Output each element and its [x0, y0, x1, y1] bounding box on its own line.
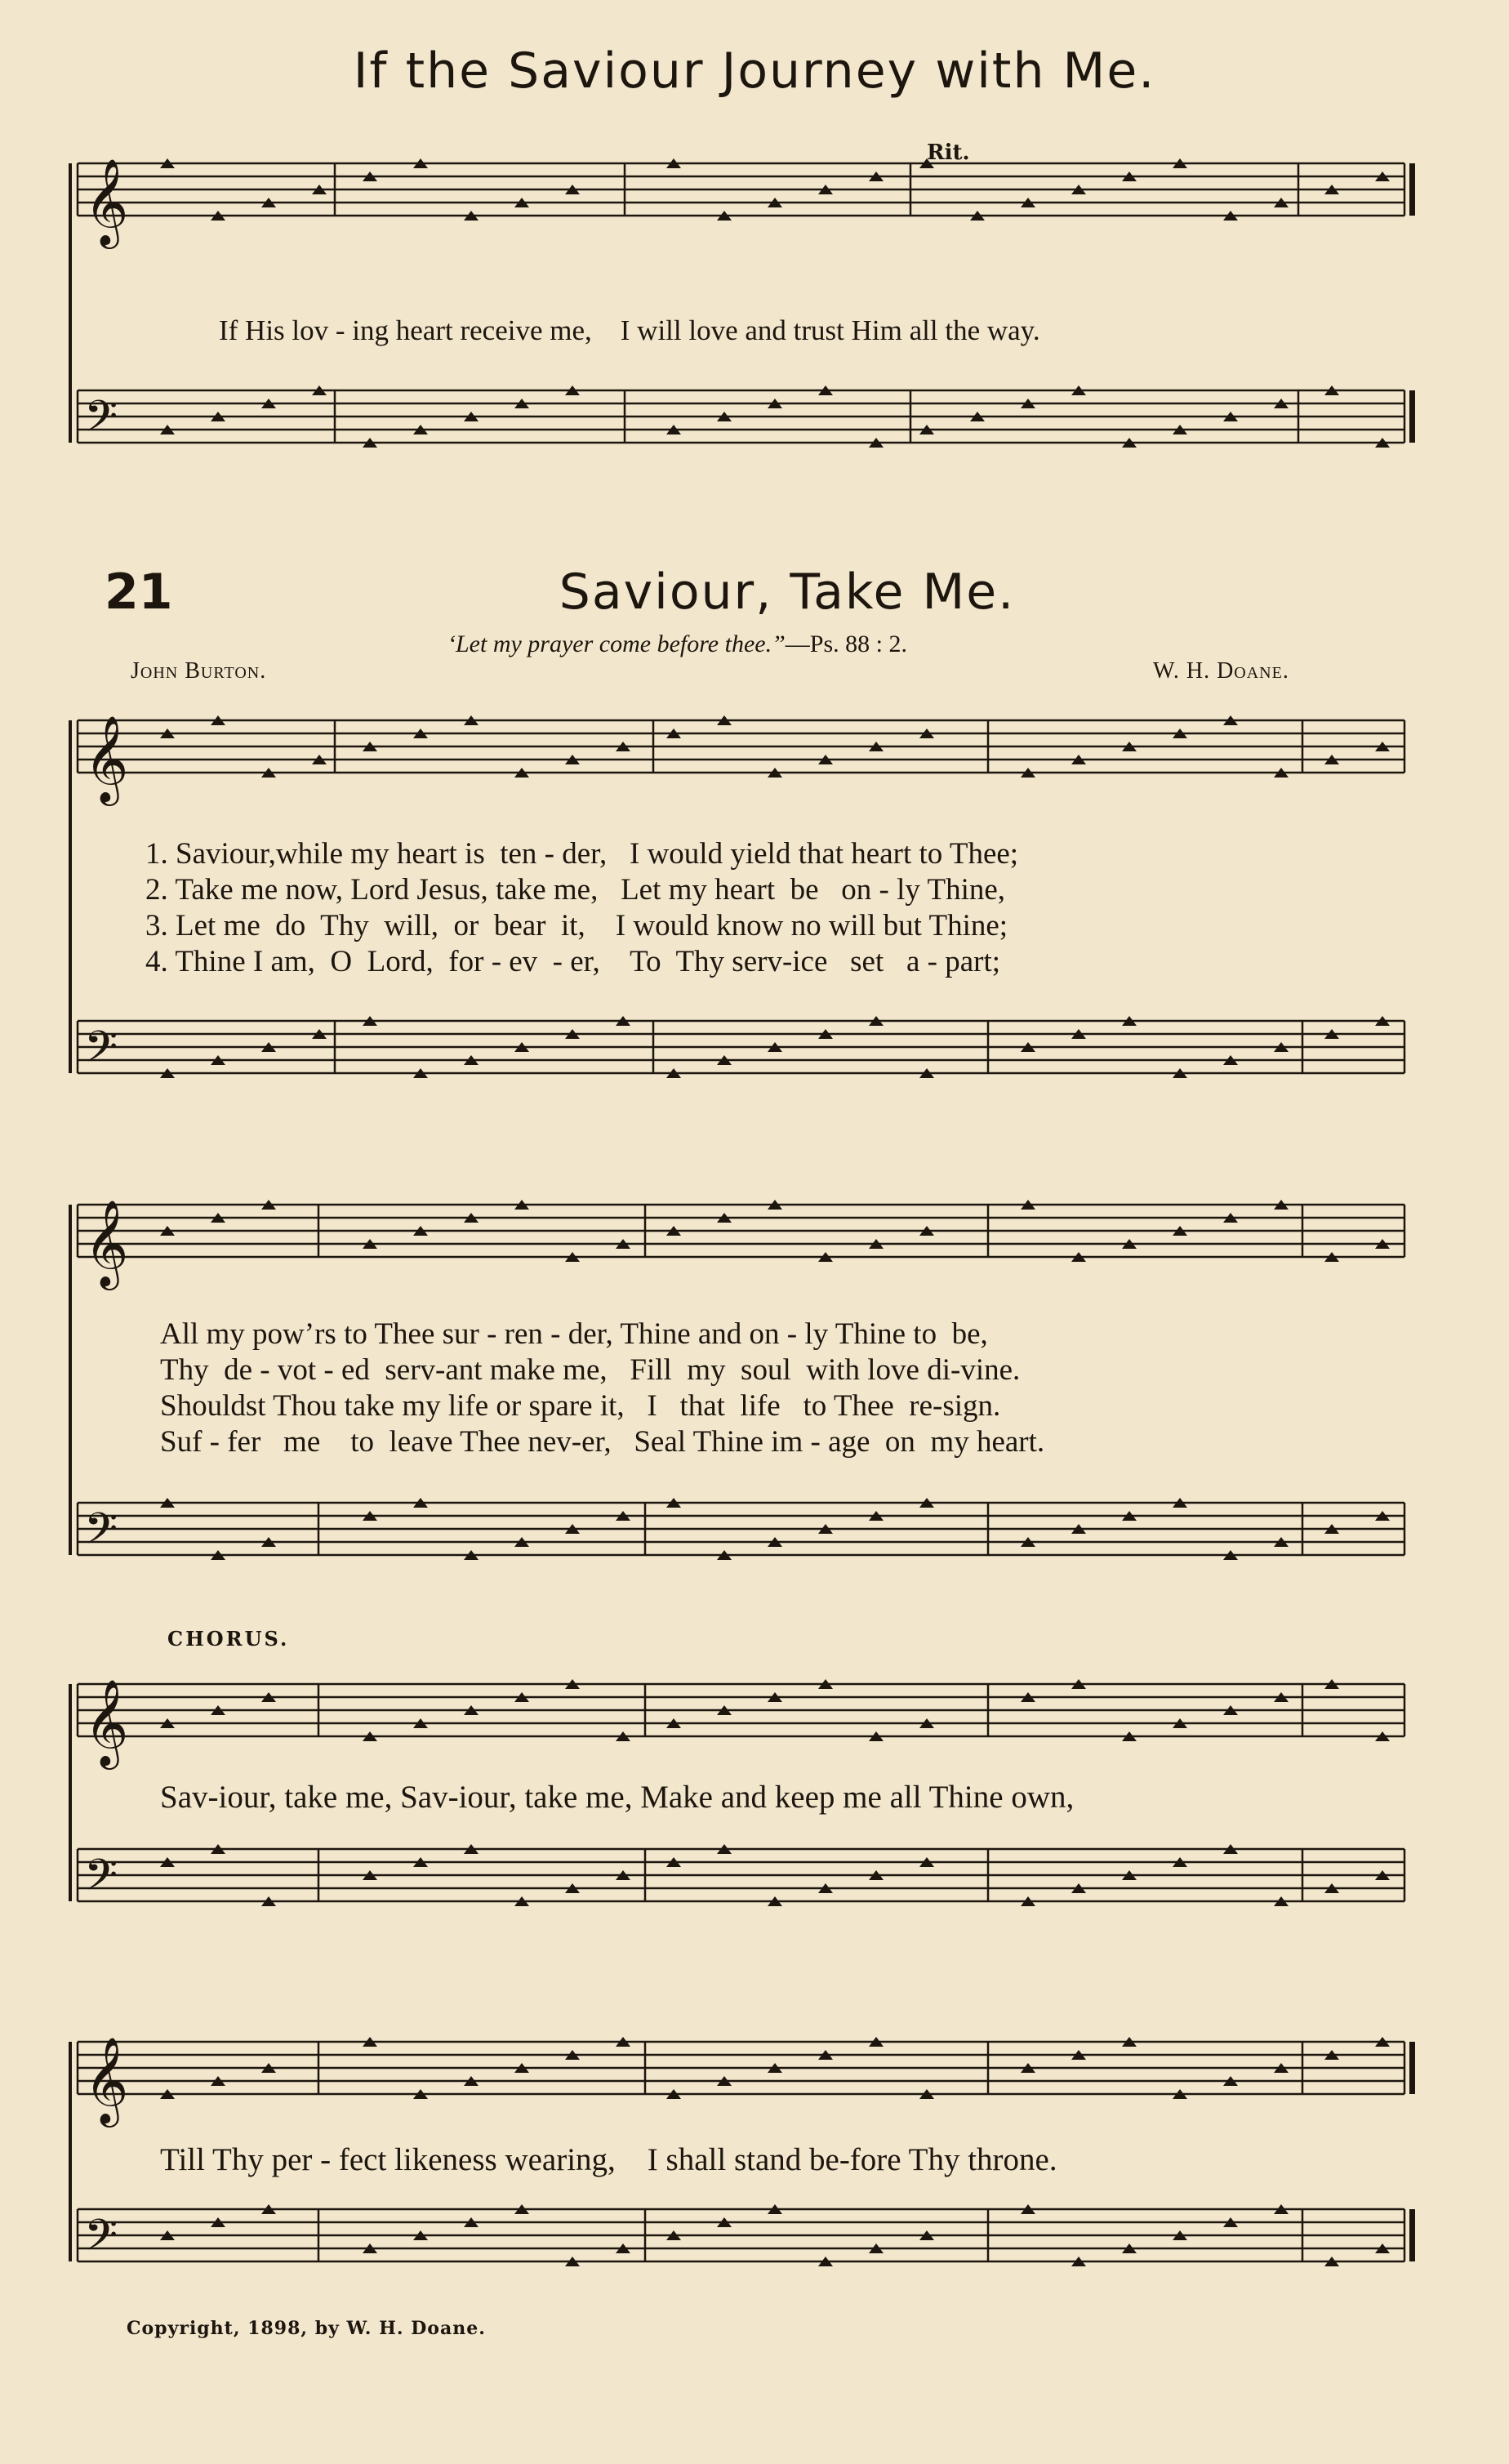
verse-4-line-1: 4. Thine I am, O Lord, for - ev - er, To Thy serv-ice set a - part; — [145, 945, 1001, 978]
epigraph-reference: —Ps. 88 : 2. — [785, 630, 907, 657]
chorus-line-1: Sav-iour, take me, Sav-iour, take me, Make and keep me all Thine own, — [160, 1780, 1075, 1815]
copyright-notice: Copyright, 1898, by W. H. Doane. — [127, 2318, 486, 2339]
bass-clef-icon: 𝄢 — [84, 1504, 118, 1565]
verse-3-line-1: 3. Let me do Thy will, or bear it, I would know no will but Thine; — [145, 909, 1008, 942]
previous-hymn-lyric: If His lov - ing heart receive me, I will love and trust Him all the way. — [219, 314, 1040, 346]
bass-clef-icon: 𝄢 — [84, 392, 118, 452]
chorus-label: CHORUS. — [167, 1627, 290, 1651]
verse-1-line-2: All my pow’rs to Thee sur - ren - der, Thine and on - ly Thine to be, — [160, 1317, 988, 1351]
treble-clef-icon: 𝄞 — [84, 1199, 129, 1286]
hymn-number: 21 — [105, 564, 173, 621]
verse-1-line-1: 1. Saviour,while my heart is ten - der, I would yield that heart to Thee; — [145, 837, 1019, 871]
epigraph — [447, 630, 907, 658]
final-barline — [1409, 2209, 1415, 2261]
final-barline — [1409, 390, 1415, 443]
chorus-line-2: Till Thy per - fect likeness wearing, I shall stand be-fore Thy throne. — [160, 2142, 1057, 2177]
verse-2-line-2: Thy de - vot - ed serv-ant make me, Fill my soul with love di-vine. — [160, 1353, 1021, 1387]
final-barline — [1409, 2042, 1415, 2094]
bass-clef-icon: 𝄢 — [84, 1851, 118, 1911]
author: John Burton. — [131, 658, 267, 684]
treble-clef-icon: 𝄞 — [84, 2036, 129, 2123]
treble-clef-icon: 𝄞 — [84, 715, 129, 802]
verse-2-line-1: 2. Take me now, Lord Jesus, take me, Let my heart be on - ly Thine, — [145, 873, 1006, 907]
bass-clef-icon: 𝄢 — [84, 1023, 118, 1083]
hymn-title: Saviour, Take Me. — [559, 564, 1016, 621]
epigraph-text: ‘Let my prayer come before thee.” — [447, 630, 786, 657]
verse-4-line-2: Suf - fer me to leave Thee nev-er, Seal Thine im - age on my heart. — [160, 1425, 1045, 1459]
ritardando-marking: Rit. — [927, 140, 970, 165]
treble-clef-icon: 𝄞 — [84, 158, 129, 245]
treble-clef-icon: 𝄞 — [84, 1678, 129, 1766]
final-barline — [1409, 163, 1415, 216]
previous-hymn-title: If the Saviour Journey with Me. — [353, 42, 1156, 100]
verse-3-line-2: Shouldst Thou take my life or spare it, I that life to Thee re-sign. — [160, 1389, 1001, 1423]
bass-clef-icon: 𝄢 — [84, 2211, 118, 2271]
composer: W. H. Doane. — [1153, 658, 1289, 684]
